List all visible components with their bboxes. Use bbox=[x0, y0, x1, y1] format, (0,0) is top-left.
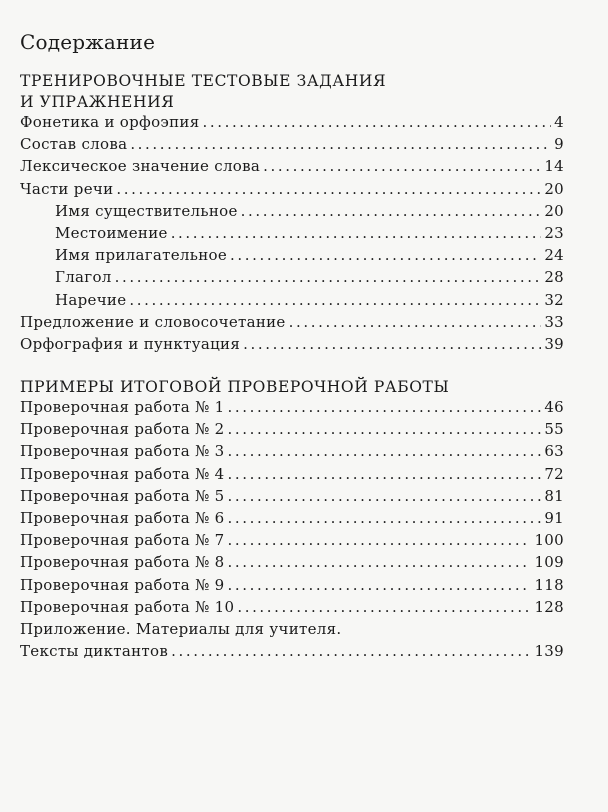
toc-entry-label: Орфография и пунктуация bbox=[20, 334, 241, 353]
toc-entry-label: Лексическое значение слова bbox=[20, 157, 261, 176]
toc-entry-spelling-punctuation[interactable] bbox=[20, 335, 564, 357]
appendix-heading: Приложение. Материалы для учителя. bbox=[20, 619, 342, 638]
toc-entry-pronoun[interactable] bbox=[20, 224, 564, 246]
toc-entry-page: 24 bbox=[544, 246, 564, 265]
toc-leader-dots bbox=[115, 268, 542, 286]
toc-entry-label: Имя прилагательное bbox=[55, 246, 228, 265]
toc-entry-label: Проверочная работа № 7 bbox=[20, 531, 225, 550]
toc-leader-dots bbox=[227, 487, 541, 505]
toc-entry-page: 72 bbox=[544, 464, 564, 483]
page-title: Содержание bbox=[20, 30, 156, 54]
toc-entry-noun[interactable] bbox=[20, 202, 564, 224]
toc-entry-label: Местоимение bbox=[55, 223, 168, 242]
toc-entry-verb[interactable] bbox=[20, 268, 564, 290]
toc-leader-dots bbox=[227, 509, 541, 527]
toc-entry-label: Проверочная работа № 4 bbox=[20, 464, 225, 483]
toc-entry-lexical-meaning[interactable] bbox=[20, 157, 564, 179]
toc-entry-label: Проверочная работа № 5 bbox=[20, 486, 225, 505]
toc-leader-dots bbox=[227, 442, 541, 460]
toc-leader-dots bbox=[227, 531, 531, 549]
toc-entry-label: Состав слова bbox=[20, 135, 128, 154]
toc-leader-dots bbox=[227, 420, 541, 438]
toc-entry-label: Предложение и словосочетание bbox=[20, 312, 286, 331]
toc-entry-page: 55 bbox=[544, 420, 564, 439]
toc-entry-label: Проверочная работа № 10 bbox=[20, 597, 235, 616]
toc-entry-label: Проверочная работа № 9 bbox=[20, 575, 225, 594]
toc-leader-dots bbox=[230, 246, 541, 264]
toc-leader-dots bbox=[243, 335, 541, 353]
toc-entry-page: 20 bbox=[544, 179, 564, 198]
toc-list-final-test bbox=[20, 398, 564, 664]
toc-leader-dots bbox=[289, 313, 542, 331]
toc-leader-dots bbox=[241, 202, 542, 220]
toc-entry-label: Проверочная работа № 1 bbox=[20, 398, 225, 417]
toc-entry-test-7[interactable] bbox=[20, 531, 564, 553]
section-title-final-test: ПРИМЕРЫ ИТОГОВОЙ ПРОВЕРОЧНОЙ РАБОТЫ bbox=[20, 378, 450, 397]
toc-entry-page: 4 bbox=[554, 113, 564, 131]
toc-leader-dots bbox=[171, 224, 542, 242]
toc-entry-page: 28 bbox=[544, 268, 564, 287]
toc-entry-page: 81 bbox=[544, 486, 564, 505]
toc-entry-page: 63 bbox=[544, 442, 564, 461]
toc-leader-dots bbox=[227, 398, 541, 416]
toc-entry-test-4[interactable] bbox=[20, 465, 564, 487]
section-title-training-line1: ТРЕНИРОВОЧНЫЕ ТЕСТОВЫЕ ЗАДАНИЯ bbox=[20, 72, 387, 90]
toc-entry-test-10[interactable] bbox=[20, 598, 564, 620]
toc-entry-page: 14 bbox=[544, 157, 564, 176]
toc-entry-page: 118 bbox=[534, 575, 564, 594]
toc-leader-dots bbox=[263, 157, 541, 175]
toc-leader-dots bbox=[116, 180, 541, 198]
toc-leader-dots bbox=[202, 113, 551, 131]
toc-entry-sentence-phrase[interactable] bbox=[20, 313, 564, 335]
toc-entry-page: 9 bbox=[554, 135, 564, 154]
toc-entry-dictation-texts[interactable] bbox=[20, 642, 564, 664]
toc-entry-test-8[interactable] bbox=[20, 553, 564, 575]
toc-entry-page: 23 bbox=[544, 223, 564, 242]
toc-entry-page: 128 bbox=[534, 597, 564, 616]
toc-entry-test-3[interactable] bbox=[20, 442, 564, 464]
toc-entry-page: 46 bbox=[544, 398, 564, 417]
toc-entry-test-9[interactable] bbox=[20, 576, 564, 598]
toc-entry-label: Фонетика и орфоэпия bbox=[20, 113, 200, 131]
toc-entry-phonetics[interactable] bbox=[20, 113, 564, 135]
toc-entry-label: Проверочная работа № 6 bbox=[20, 509, 225, 527]
toc-entry-test-5[interactable] bbox=[20, 487, 564, 509]
toc-leader-dots bbox=[130, 135, 551, 153]
toc-entry-page: 32 bbox=[544, 290, 564, 309]
toc-entry-label: Проверочная работа № 3 bbox=[20, 442, 225, 461]
toc-entry-label: Части речи bbox=[20, 179, 114, 198]
toc-entry-page: 139 bbox=[534, 642, 564, 661]
toc-entry-test-1[interactable] bbox=[20, 398, 564, 420]
toc-entry-page: 20 bbox=[544, 201, 564, 220]
toc-entry-label: Наречие bbox=[55, 290, 127, 309]
toc-entry-test-2[interactable] bbox=[20, 420, 564, 442]
toc-entry-test-6[interactable] bbox=[20, 509, 564, 531]
toc-leader-dots bbox=[237, 598, 531, 616]
toc-entry-page: 109 bbox=[534, 553, 564, 572]
toc-entry-adverb[interactable] bbox=[20, 291, 564, 313]
toc-entry-label: Глагол bbox=[55, 268, 112, 287]
toc-entry-label: Имя существительное bbox=[55, 201, 238, 220]
toc-entry-label: Проверочная работа № 2 bbox=[20, 420, 225, 439]
toc-entry-page: 91 bbox=[544, 509, 564, 527]
toc-leader-dots bbox=[227, 553, 531, 571]
toc-leader-dots bbox=[171, 642, 531, 660]
toc-entry-word-structure[interactable] bbox=[20, 135, 564, 157]
toc-entry-adjective[interactable] bbox=[20, 246, 564, 268]
toc-leader-dots bbox=[227, 576, 531, 594]
toc-entry-page: 100 bbox=[534, 531, 564, 550]
section-title-training-line2: И УПРАЖНЕНИЯ bbox=[20, 93, 175, 111]
toc-entry-label: Тексты диктантов bbox=[20, 642, 169, 661]
toc-leader-dots bbox=[129, 291, 541, 309]
toc-entry-parts-of-speech[interactable] bbox=[20, 180, 564, 202]
toc-list-training bbox=[20, 113, 564, 357]
toc-entry-label: Проверочная работа № 8 bbox=[20, 553, 225, 572]
section-spacer bbox=[20, 357, 564, 377]
toc-leader-dots bbox=[227, 465, 541, 483]
toc-entry-page: 39 bbox=[544, 334, 564, 353]
toc-entry-page: 33 bbox=[544, 312, 564, 331]
